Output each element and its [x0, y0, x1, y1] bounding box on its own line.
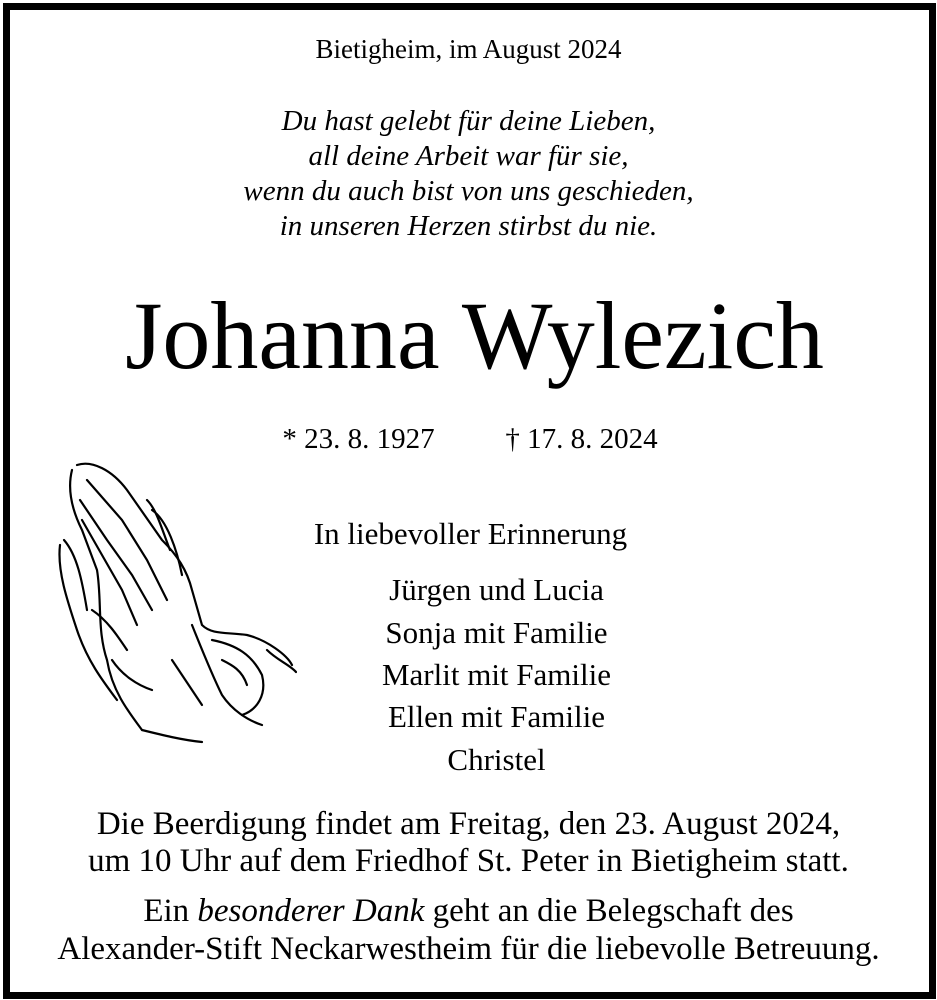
mourner: Marlit mit Familie [381, 657, 612, 692]
poem-line: wenn du auch bist von uns geschieden, [243, 175, 694, 207]
thanks-suffix: geht an die Belegschaft des [424, 893, 794, 929]
deceased-name: Johanna Wylezich [125, 282, 824, 389]
mourner: Sonja mit Familie [385, 615, 608, 650]
funeral-line: Die Beerdigung findet am Freitag, den 23. August 2024, [96, 806, 841, 842]
remembrance-heading [0, 518, 937, 549]
mourner: Jürgen und Lucia [389, 572, 604, 607]
birth-date: * 23. 8. 1927 [282, 423, 435, 455]
funeral-line: um 10 Uhr auf dem Friedhof St. Peter in Bietigheim statt. [88, 843, 849, 879]
remembrance-text: In liebevoller Erinnerung [313, 516, 628, 551]
place-date: Bietigheim, im August 2024 [315, 34, 622, 64]
thanks-line-2: Alexander-Stift Neckarwestheim für die liebevolle Betreuung. [57, 931, 880, 967]
poem-line: all deine Arbeit war für sie, [308, 140, 629, 172]
poem-line: Du hast gelebt für deine Lieben, [281, 105, 656, 137]
poem-line: in unseren Herzen stirbst du nie. [279, 210, 658, 242]
thanks-line-1 [0, 895, 937, 928]
thanks-emphasis: besonderer Dank [197, 893, 425, 929]
mourner: Christel [447, 742, 546, 777]
thanks-prefix: Ein [143, 893, 198, 929]
death-date: † 17. 8. 2024 [505, 423, 658, 455]
mourner: Ellen mit Familie [388, 699, 605, 734]
